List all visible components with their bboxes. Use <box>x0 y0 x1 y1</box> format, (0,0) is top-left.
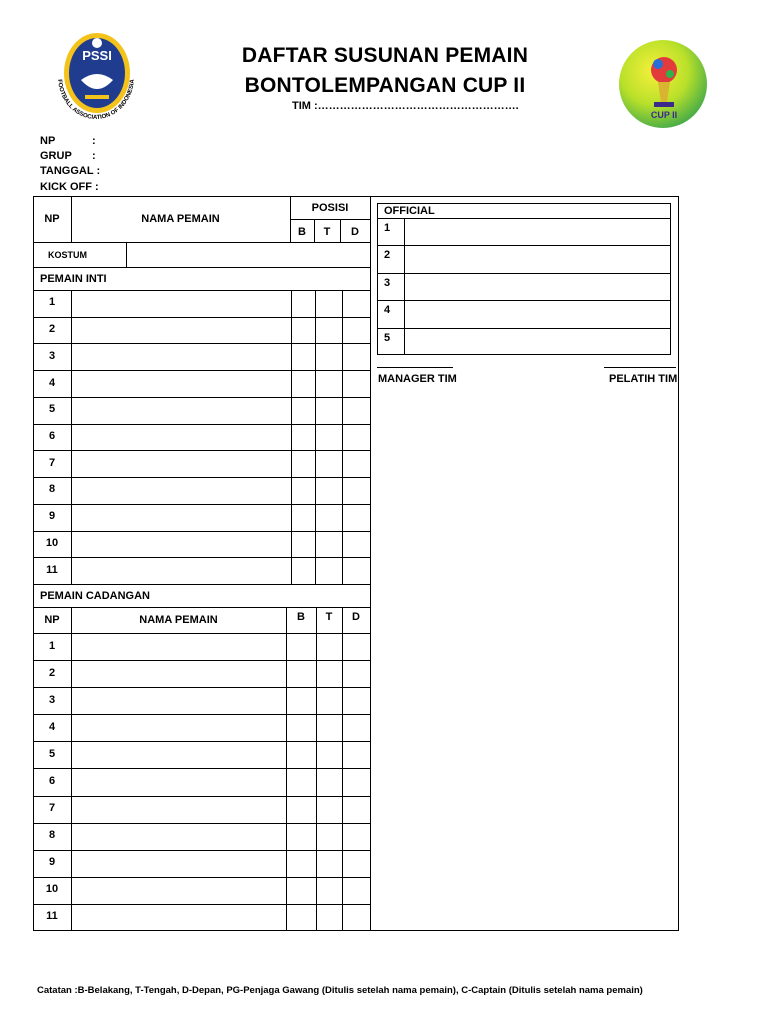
kostum-bottom-line <box>33 267 370 268</box>
cad-row-number: 8 <box>48 829 56 842</box>
cad-name-field[interactable] <box>72 661 285 686</box>
cad-col-np: NP <box>44 614 60 626</box>
meta-tanggal[interactable] <box>40 165 100 177</box>
pelatih-signature-line <box>604 367 676 368</box>
inti-row-number: 2 <box>48 323 56 336</box>
inti-col-line <box>291 290 292 584</box>
panel-divider <box>370 196 371 931</box>
page-subtitle: BONTOLEMPANGAN CUP II <box>244 74 526 97</box>
meta-grup[interactable] <box>40 150 96 162</box>
meta-kickoff[interactable] <box>40 181 99 193</box>
col-header-b: B <box>298 226 306 238</box>
inti-row-number: 10 <box>45 536 59 549</box>
cad-name-field[interactable] <box>72 824 285 849</box>
inti-name-field[interactable] <box>72 505 290 530</box>
cad-name-field[interactable] <box>72 797 285 822</box>
cad-row-number: 2 <box>48 666 56 679</box>
cad-col-b: B <box>297 611 305 623</box>
meta-np-label: NP <box>40 135 56 147</box>
official-name-field[interactable] <box>405 219 670 244</box>
kostum-field[interactable] <box>127 243 369 266</box>
inti-name-field[interactable] <box>72 425 290 450</box>
cad-col-d: D <box>352 611 360 623</box>
inti-row-number: 4 <box>48 376 56 389</box>
trophy-logo-text: CUP II <box>650 110 678 120</box>
col-header-posisi: POSISI <box>311 202 349 214</box>
official-row-number: 5 <box>384 331 391 344</box>
official-row-number: 2 <box>384 249 391 262</box>
inti-name-field[interactable] <box>72 478 290 503</box>
official-name-field[interactable] <box>405 301 670 326</box>
pssi-logo-icon <box>50 25 142 125</box>
cad-row-number: 1 <box>48 639 56 652</box>
pemain-inti-label: PEMAIN INTI <box>40 273 107 285</box>
official-row-number: 4 <box>384 304 391 317</box>
meta-np-sep: : <box>92 135 96 147</box>
cad-name-field[interactable] <box>72 878 285 903</box>
cad-row-number: 6 <box>48 775 56 787</box>
cad-col-t: T <box>325 611 333 623</box>
meta-tanggal-label: TANGGAL <box>40 165 94 177</box>
official-title: OFFICIAL <box>384 205 435 217</box>
inti-row-number: 9 <box>48 510 56 523</box>
official-row-number: 1 <box>384 222 391 234</box>
col-header-np: NP <box>44 213 60 225</box>
meta-grup-label: GRUP <box>40 150 72 162</box>
cadangan-label-line <box>33 607 370 608</box>
cad-name-field[interactable] <box>72 851 285 876</box>
cad-row-number: 5 <box>48 747 56 760</box>
inti-row-number: 3 <box>48 349 56 362</box>
meta-tanggal-sep: : <box>96 165 101 177</box>
inti-name-field[interactable] <box>72 291 290 316</box>
official-name-field[interactable] <box>405 329 670 354</box>
cad-row-number: 10 <box>45 883 59 896</box>
cad-row-number: 9 <box>48 856 56 869</box>
tim-field[interactable]: TIM :………………………………………………. <box>292 100 519 112</box>
svg-text:PSSI: PSSI <box>82 48 112 63</box>
inti-name-field[interactable] <box>72 398 290 423</box>
cad-name-field[interactable] <box>72 688 285 713</box>
col-header-d: D <box>351 226 359 238</box>
manager-signature-line <box>377 367 453 368</box>
meta-grup-sep: : <box>92 150 96 162</box>
inti-name-field[interactable] <box>72 344 290 369</box>
inti-name-field[interactable] <box>72 318 290 343</box>
inti-name-field[interactable] <box>72 532 290 557</box>
inti-row-number: 5 <box>48 403 56 416</box>
inti-col-line <box>315 290 316 584</box>
kostum-label: KOSTUM <box>48 250 87 260</box>
cad-name-field[interactable] <box>72 634 285 659</box>
meta-kickoff-sep: : <box>95 181 99 193</box>
posisi-split-line <box>290 219 370 220</box>
inti-row-number: 7 <box>48 456 56 469</box>
inti-name-field[interactable] <box>72 371 290 396</box>
cad-name-field[interactable] <box>72 769 285 794</box>
cad-name-field[interactable] <box>72 742 285 767</box>
cad-name-field[interactable] <box>72 905 285 930</box>
inti-col-line <box>342 290 343 584</box>
trophy-logo-icon <box>618 38 708 130</box>
col-header-t: T <box>323 226 331 238</box>
cad-name-field[interactable] <box>72 715 285 740</box>
cad-col-nama: NAMA PEMAIN <box>139 614 218 626</box>
svg-text:FOOTBALL ASSOCIATION OF INDONE: FOOTBALL ASSOCIATION OF INDONESIA <box>56 79 136 122</box>
inti-name-field[interactable] <box>72 558 290 583</box>
cad-row-number: 11 <box>46 910 58 923</box>
official-row-number: 3 <box>384 276 391 289</box>
cad-row-number: 4 <box>48 720 56 733</box>
manager-label: MANAGER TIM <box>378 373 457 385</box>
inti-row-number: 1 <box>48 296 56 309</box>
inti-row-line <box>33 584 370 585</box>
inti-row-number: 8 <box>48 483 56 496</box>
pemain-cadangan-label: PEMAIN CADANGAN <box>40 590 150 602</box>
pelatih-label: PELATIH TIM <box>609 373 678 385</box>
page-title: DAFTAR SUSUNAN PEMAIN <box>241 44 529 67</box>
meta-kickoff-label: KICK OFF <box>40 181 92 193</box>
meta-np[interactable] <box>40 135 96 147</box>
inti-row-number: 6 <box>48 430 56 442</box>
cad-row-number: 3 <box>48 693 56 706</box>
cad-row-number: 7 <box>48 802 56 815</box>
col-header-nama: NAMA PEMAIN <box>141 213 220 225</box>
official-name-field[interactable] <box>405 274 670 299</box>
inti-row-number: 11 <box>46 563 58 576</box>
official-name-field[interactable] <box>405 246 670 271</box>
inti-name-field[interactable] <box>72 451 290 476</box>
footnote: Catatan :B-Belakang, T-Tengah, D-Depan, PG-Penjaga Gawang (Ditulis setelah nama pemain), C-Captain (Ditulis setelah nama pemain) <box>37 985 643 996</box>
